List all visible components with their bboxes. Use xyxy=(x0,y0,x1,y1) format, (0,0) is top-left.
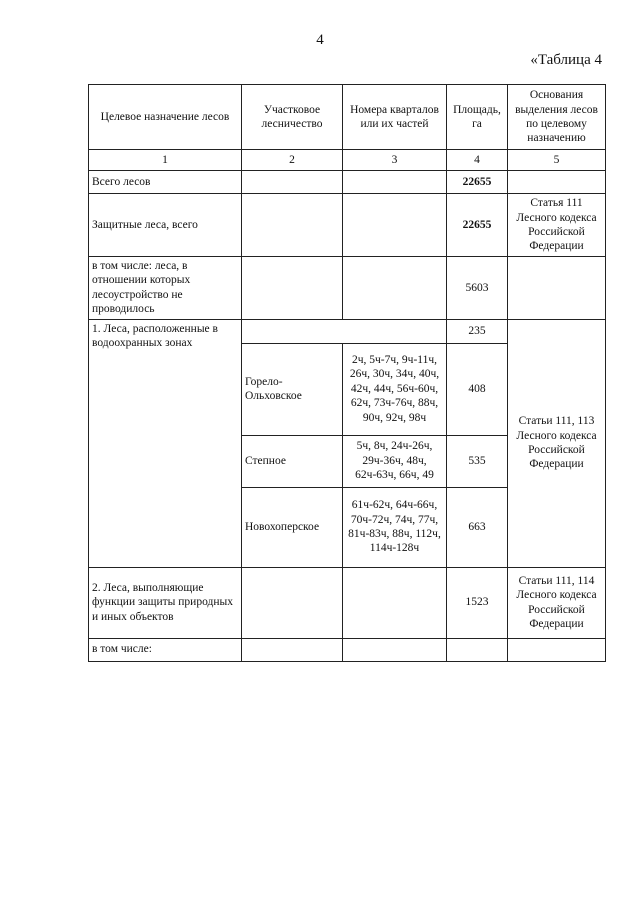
row-area: 535 xyxy=(447,435,508,487)
header-purpose: Целевое назначение лесов xyxy=(89,85,242,150)
row-name: в том числе: леса, в отношении которых лесоустройство не проводилось xyxy=(89,257,242,320)
row-name: 2. Леса, выполняющие функции защиты природных и иных объектов xyxy=(89,567,242,638)
header-row xyxy=(89,85,606,150)
row-including xyxy=(89,638,606,661)
row-basis: Статьи 111, 114 Лесного кодекса Российской Федерации xyxy=(508,567,606,638)
quarters: 61ч-62ч, 64ч-66ч, 70ч-72ч, 74ч, 77ч, 81ч-83ч, 88ч, 112ч, 114ч-128ч xyxy=(343,487,447,567)
row-total xyxy=(89,171,606,194)
page-number: 4 xyxy=(316,32,324,48)
row-basis: Статьи 111, 113 Лесного кодекса Российской Федерации xyxy=(508,319,606,567)
row-name: 1. Леса, расположенные в водоохранных зонах xyxy=(89,319,242,567)
row-area: 663 xyxy=(447,487,508,567)
table-caption: «Таблица 4 xyxy=(530,52,602,68)
row-protective xyxy=(89,194,606,257)
quarters: 5ч, 8ч, 24ч-26ч, 29ч-36ч, 48ч, 62ч-63ч, 66ч, 49 xyxy=(343,435,447,487)
col-number: 1 xyxy=(89,150,242,171)
quarters: 2ч, 5ч-7ч, 9ч-11ч, 26ч, 30ч, 34ч, 40ч, 42ч, 44ч, 56ч-60ч, 62ч, 73ч-76ч, 88ч, 90ч, 92ч, 98ч xyxy=(343,343,447,435)
header-area: Площадь, га xyxy=(447,85,508,150)
forestry-name: Новохоперское xyxy=(242,487,343,567)
row-name: Защитные леса, всего xyxy=(89,194,242,257)
row-area: 22655 xyxy=(447,171,508,194)
row-area: 1523 xyxy=(447,567,508,638)
col-number: 5 xyxy=(508,150,606,171)
column-number-row xyxy=(89,150,606,171)
header-quarters: Номера кварталов или их частей xyxy=(343,85,447,150)
row-water-zones xyxy=(89,319,606,343)
row-nature-protection xyxy=(89,567,606,638)
col-number: 3 xyxy=(343,150,447,171)
header-basis: Основания выделения лесов по целевому назначению xyxy=(508,85,606,150)
row-name: Всего лесов xyxy=(89,171,242,194)
col-number: 2 xyxy=(242,150,343,171)
row-no-survey xyxy=(89,257,606,320)
row-area: 408 xyxy=(447,343,508,435)
forestry-name: Горело-Ольховское xyxy=(242,343,343,435)
row-name: в том числе: xyxy=(89,638,242,661)
row-area: 5603 xyxy=(447,257,508,320)
row-area: 22655 xyxy=(447,194,508,257)
col-number: 4 xyxy=(447,150,508,171)
header-forestry: Участковое лесничество xyxy=(242,85,343,150)
forest-purpose-table xyxy=(88,84,606,662)
row-area: 235 xyxy=(447,319,508,343)
forestry-name: Степное xyxy=(242,435,343,487)
row-basis: Статья 111 Лесного кодекса Российской Федерации xyxy=(508,194,606,257)
